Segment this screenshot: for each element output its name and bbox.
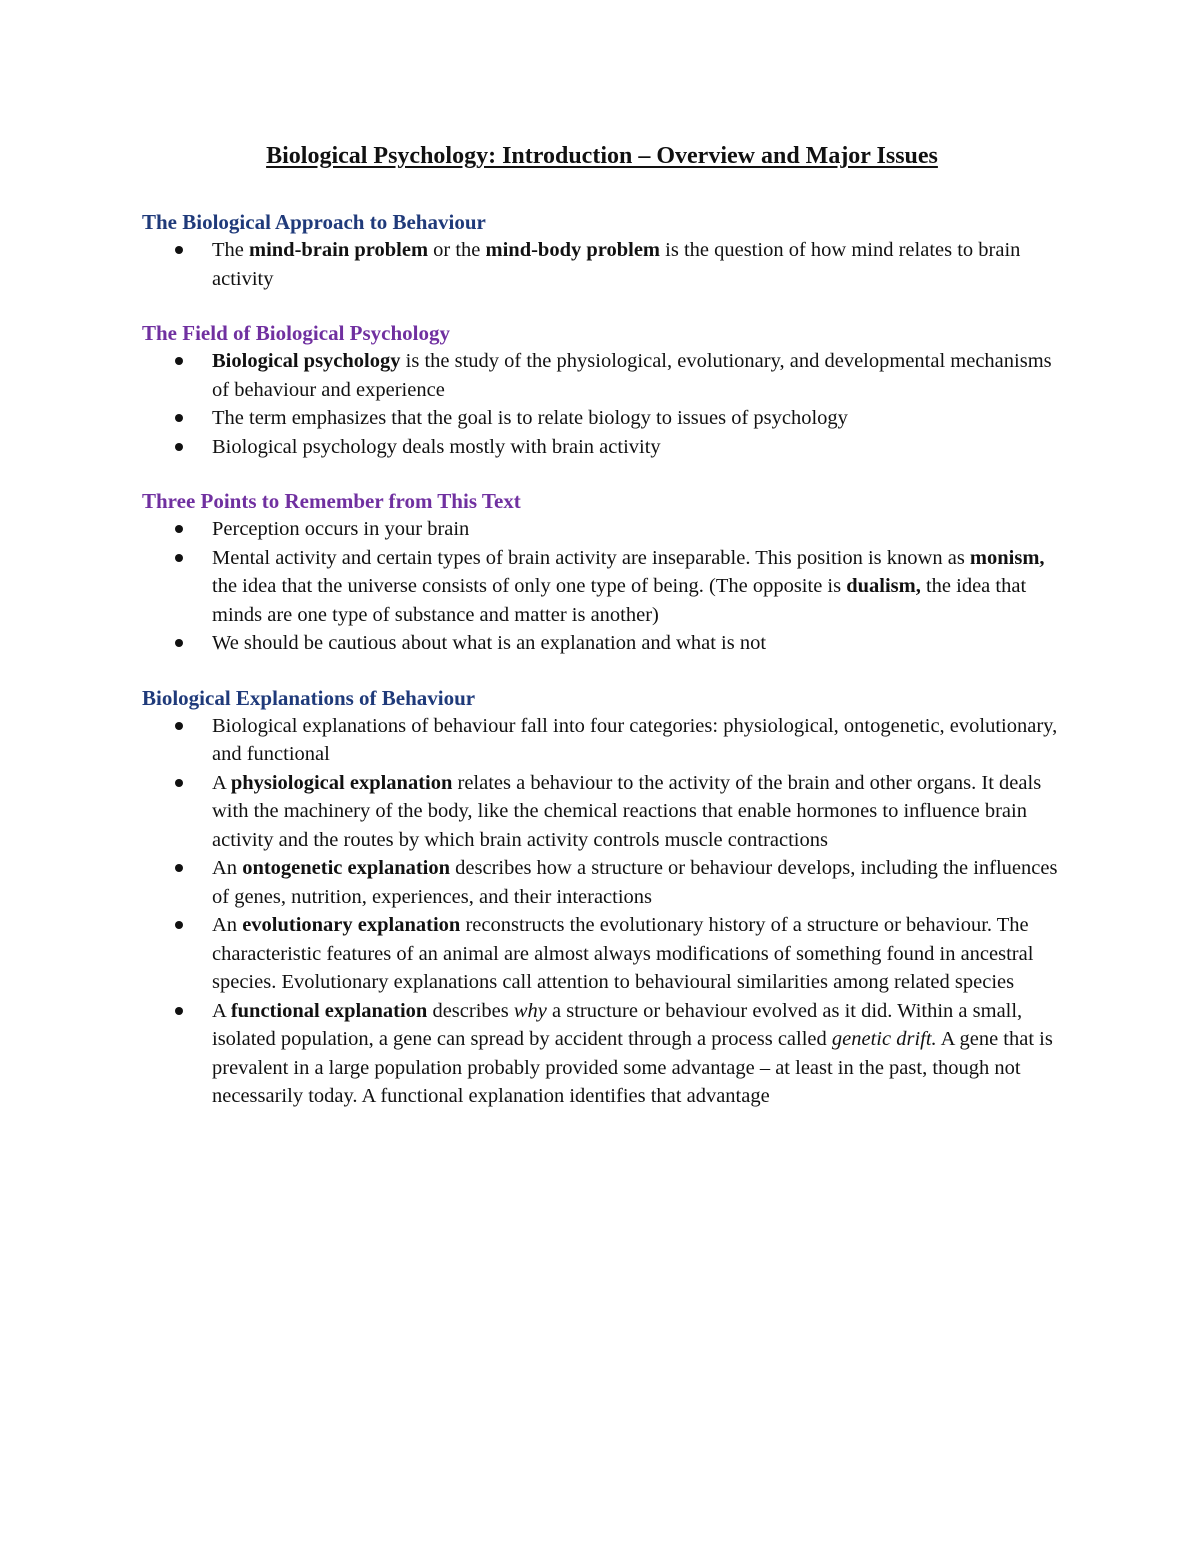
list-item: Biological explanations of behaviour fall into four categories: physiological, ontogenetic, evolutionary, and functional (142, 712, 1062, 769)
section-field-of-biological-psychology (142, 319, 1062, 461)
list-item: Biological psychology is the study of the physiological, evolutionary, and developmental mechanisms of behaviour and experience (142, 347, 1062, 404)
bullet-icon (175, 246, 183, 254)
list-item: Mental activity and certain types of brain activity are inseparable. This position is known as monism, the idea that the universe consists of only one type of being. (The opposite is dualism, the idea that minds are one type of substance and matter is another) (142, 544, 1062, 630)
bullet-icon (175, 779, 183, 787)
section-heading: The Field of Biological Psychology (142, 321, 450, 345)
bullet-icon (175, 525, 183, 533)
section-three-points (142, 487, 1062, 658)
bullet-list (142, 347, 1062, 461)
bullet-icon (175, 1007, 183, 1015)
list-item: A physiological explanation relates a behaviour to the activity of the brain and other organs. It deals with the machinery of the body, like the chemical reactions that enable hormones to influence brain activity and the routes by which brain activity controls muscle contractions (142, 769, 1062, 855)
bullet-icon (175, 639, 183, 647)
section-heading: Biological Explanations of Behaviour (142, 685, 476, 710)
list-item: An ontogenetic explanation describes how a structure or behaviour develops, including the influences of genes, nutrition, experiences, and their interactions (142, 854, 1062, 911)
section-heading: The Biological Approach to Behaviour (142, 210, 486, 234)
section-heading: Three Points to Remember from This Text (142, 489, 521, 513)
bullet-list (142, 712, 1062, 1111)
list-item: We should be cautious about what is an explanation and what is not (142, 629, 1062, 658)
bullet-icon (175, 864, 183, 872)
list-item: A functional explanation describes why a structure or behaviour evolved as it did. Within a small, isolated population, a gene can spread by accident through a process called genetic drift. A gene that is prevalent in a large population probably provided some advantage – at least in the past, though not necessarily today. A functional explanation identifies that advantage (142, 997, 1062, 1111)
list-item: Biological psychology deals mostly with brain activity (142, 433, 1062, 462)
bullet-icon (175, 443, 183, 451)
document-page (142, 138, 1062, 1137)
list-item: The term emphasizes that the goal is to relate biology to issues of psychology (142, 404, 1062, 433)
list-item: Perception occurs in your brain (142, 515, 1062, 544)
bullet-list (142, 515, 1062, 658)
section-biological-explanations (142, 684, 1062, 1111)
list-item: The mind-brain problem or the mind-body problem is the question of how mind relates to brain activity (142, 236, 1062, 293)
bullet-icon (175, 357, 183, 365)
bullet-icon (175, 722, 183, 730)
section-biological-approach (142, 208, 1062, 293)
bullet-icon (175, 414, 183, 422)
bullet-icon (175, 554, 183, 562)
list-item: An evolutionary explanation reconstructs the evolutionary history of a structure or behaviour. The characteristic features of an animal are almost always modifications of something found in ancestral species. Evolutionary explanations call attention to behavioural similarities among related species (142, 911, 1062, 997)
bullet-icon (175, 921, 183, 929)
bullet-list (142, 236, 1062, 293)
document-title: Biological Psychology: Introduction – Overview and Major Issues (266, 143, 938, 169)
